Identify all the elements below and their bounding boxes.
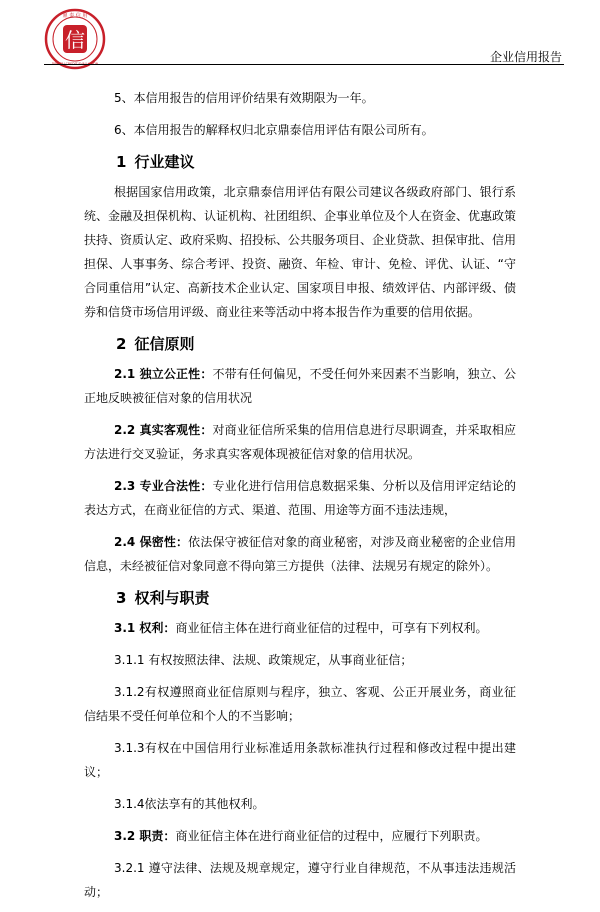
section-1-body: 根据国家信用政策，北京鼎泰信用评估有限公司建议各级政府部门、银行系统、金融及担保机构、认证机构、社团组织、企事业单位及个人在资金、优惠政策扶持、资质认定、政府采购、招投标、公共服务项目、企业贷款、担保审批、信用担保、人事事务、综合考评、投资、融资、年检、审计、免检、评优、认证、“守合同重信用”认定、高新技术企业认定、国家项目申报、绩效评估、内部评级、债券和信贷市场信用评级、商业往来等活动中将本报告作为重要的信用依据。 <box>84 185 517 319</box>
logo-bottom-text: DINGTAI CREDIT EVALUATION <box>51 62 99 66</box>
right-3-1-4: 3.1.4依法享有的其他权利。 <box>114 797 265 811</box>
logo-char: 信 <box>65 28 85 52</box>
header-divider <box>44 64 564 65</box>
logo-top-text: 鼎 泰 信 用 <box>62 13 88 19</box>
document-body <box>84 86 516 912</box>
section-heading-2: 2 征信原则 <box>116 335 195 353</box>
principle-2-1: 2.1 独立公正性：不带有任何偏见，不受任何外来因素不当影响，独立、公正地反映被征信对象的信用状况 <box>84 367 516 405</box>
principle-2-2: 2.2 真实客观性：对商业征信所采集的信用信息进行尽职调查，并采取相应方法进行交叉验证，务求真实客观体现被征信对象的信用状况。 <box>84 423 516 461</box>
duties-intro: 3.2 职责：商业征信主体在进行商业征信的过程中，应履行下列职责。 <box>114 829 488 843</box>
right-3-1-3: 3.1.3有权在中国信用行业标准适用条款标准执行过程和修改过程中提出建议； <box>84 741 516 779</box>
note-5: 5、本信用报告的信用评价结果有效期限为一年。 <box>114 91 374 105</box>
company-logo <box>44 8 106 70</box>
note-6: 6、本信用报告的解释权归北京鼎泰信用评估有限公司所有。 <box>114 123 434 137</box>
page-header <box>44 8 564 68</box>
rights-intro: 3.1 权利：商业征信主体在进行商业征信的过程中，可享有下列权利。 <box>114 621 488 635</box>
right-3-1-2: 3.1.2有权遵照商业征信原则与程序，独立、客观、公正开展业务，商业征信结果不受任何单位和个人的不当影响； <box>84 685 516 723</box>
report-title: 企业信用报告 <box>489 50 562 64</box>
duty-3-2-1: 3.2.1 遵守法律、法规及规章规定，遵守行业自律规范，不从事违法违规活动； <box>84 861 516 899</box>
principle-2-3: 2.3 专业合法性：专业化进行信用信息数据采集、分析以及信用评定结论的表达方式，在商业征信的方式、渠道、范围、用途等方面不违法违规， <box>84 479 516 517</box>
right-3-1-1: 3.1.1 有权按照法律、法规、政策规定，从事商业征信； <box>114 653 413 667</box>
principle-2-4: 2.4 保密性：依法保守被征信对象的商业秘密，对涉及商业秘密的企业信用信息，未经被征信对象同意不得向第三方提供（法律、法规另有规定的除外）。 <box>84 535 516 573</box>
section-heading-3: 3 权利与职责 <box>116 589 210 607</box>
section-heading-1: 1 行业建议 <box>116 153 195 171</box>
